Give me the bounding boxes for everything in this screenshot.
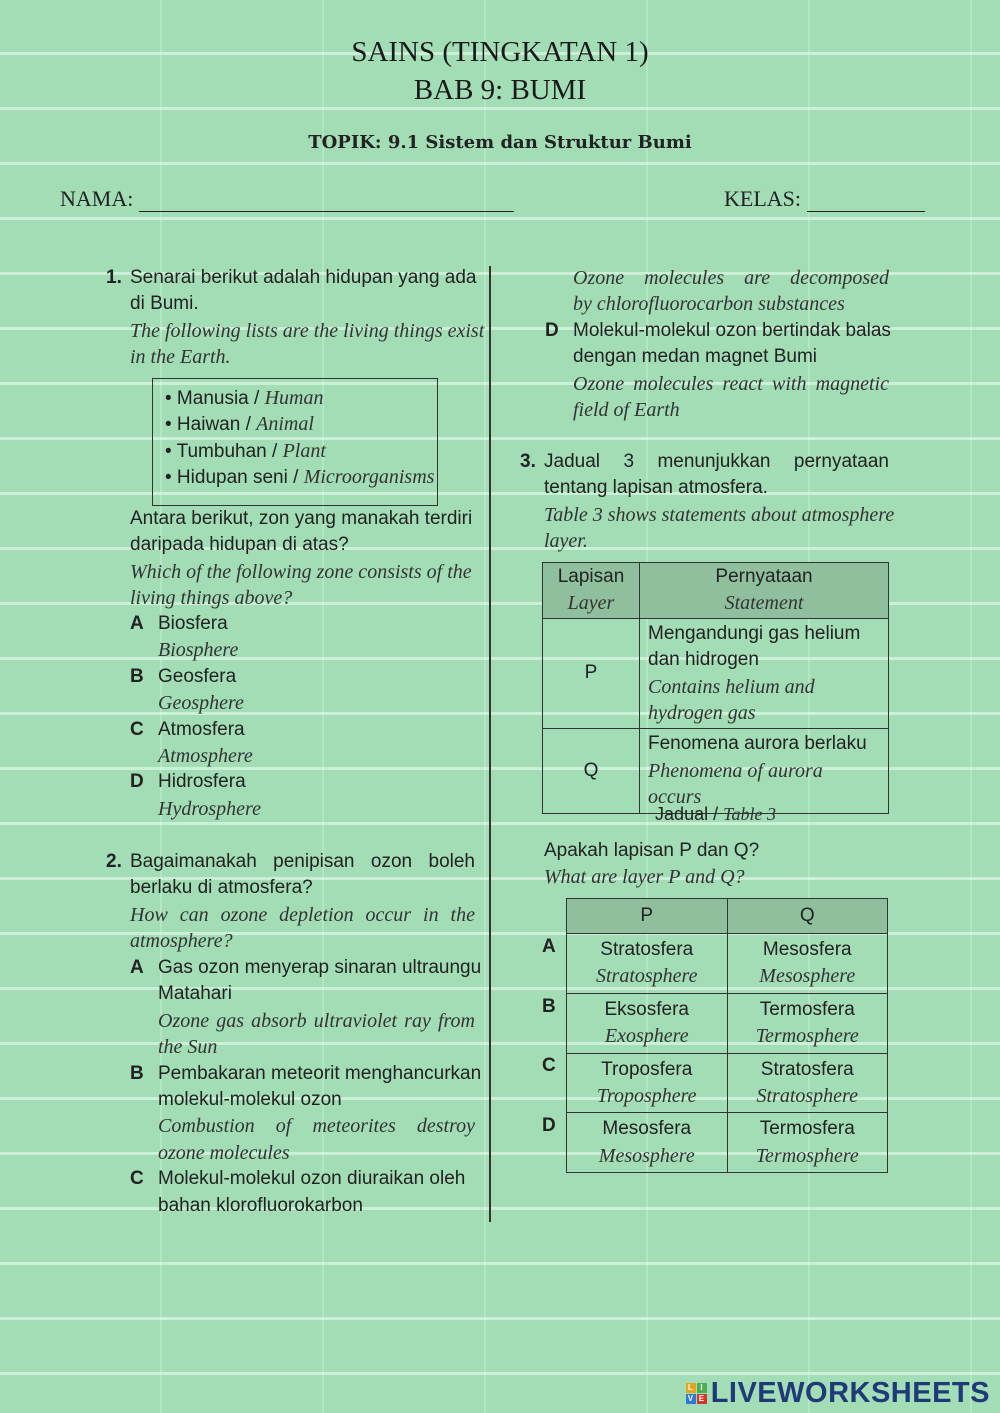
answer-en: Exosphere	[604, 1025, 689, 1048]
answer-cell-p	[567, 1053, 728, 1113]
answer-ms: Troposfera	[601, 1058, 693, 1080]
stem-ms: di Bumi.	[130, 293, 199, 315]
stem-ms: Jadual 3 menunjukkan pernyataan	[544, 451, 889, 472]
question-1-options	[130, 611, 478, 822]
list-item-en: Microorganisms	[303, 466, 435, 489]
option-ms: Molekul-molekul ozon diuraikan oleh	[158, 1168, 466, 1190]
question-1-prompt	[130, 506, 475, 612]
list-item-en: Human	[264, 387, 324, 409]
answer-table	[566, 898, 888, 1173]
name-input-line[interactable]	[139, 189, 514, 212]
option-letter: B	[130, 1062, 144, 1084]
option-letter: B	[130, 665, 144, 687]
answer-row-b[interactable]	[567, 993, 888, 1053]
answer-letter[interactable]: D	[542, 1114, 556, 1136]
option-en: field of Earth	[573, 398, 680, 421]
statement-ms: Mengandungi gas helium	[648, 622, 861, 644]
question-1	[106, 265, 485, 371]
option-en: the Sun	[158, 1036, 218, 1059]
prompt-ms: daripada hidupan di atas?	[130, 534, 349, 556]
answer-letter[interactable]: A	[542, 936, 556, 957]
option-letter: D	[545, 319, 559, 341]
stem-en: atmosphere?	[130, 930, 233, 953]
option-ms: Pembakaran meteorit menghancurkan	[158, 1062, 482, 1084]
option-ms: bahan klorofluorokarbon	[158, 1194, 363, 1216]
answer-cell-p	[567, 934, 728, 994]
option-b[interactable]	[130, 664, 478, 717]
table-row	[543, 729, 889, 813]
question-number: 1.	[106, 267, 122, 288]
stem-en: How can ozone depletion occur in the	[130, 903, 475, 926]
option-en: Ozone gas absorb ultraviolet ray from	[158, 1009, 475, 1032]
question-2	[106, 849, 475, 955]
answer-ms: Mesosfera	[602, 1118, 692, 1140]
stem-en: layer.	[544, 530, 588, 553]
answer-cell-q	[727, 1113, 888, 1173]
question-3-prompt	[544, 838, 759, 891]
option-letter: C	[130, 1168, 144, 1190]
layer-cell: Q	[543, 729, 640, 813]
option-d[interactable]	[545, 318, 891, 424]
answer-ms: Stratosfera	[600, 939, 694, 960]
header-q: Q	[727, 899, 888, 934]
option-ms: dengan medan magnet Bumi	[573, 346, 817, 368]
answer-row-a[interactable]	[567, 934, 888, 994]
column-divider	[489, 266, 491, 1222]
answer-row-d[interactable]	[567, 1113, 888, 1173]
question-number: 2.	[106, 851, 122, 872]
option-en: Atmosphere	[158, 744, 253, 767]
question-3	[520, 449, 895, 555]
stem-ms: tentang lapisan atmosfera.	[544, 477, 768, 499]
option-en: by chlorofluorocarbon substances	[573, 293, 845, 316]
logo-text: LIVEWORKSHEETS	[710, 1377, 990, 1409]
table-row	[543, 618, 889, 729]
option-c[interactable]	[130, 1166, 475, 1219]
option-b[interactable]	[130, 1061, 482, 1167]
option-en: Combustion of meteorites destroy	[158, 1115, 475, 1138]
header-statement-en: Statement	[724, 592, 804, 615]
option-letter: C	[130, 718, 144, 740]
chapter-title: BAB 9: BUMI	[413, 74, 587, 106]
stem-ms: berlaku di atmosfera?	[130, 877, 313, 899]
list-item: • Hidupan seni /	[165, 467, 304, 489]
header-statement: Pernyataan	[715, 566, 813, 587]
statement-en: Phenomena of aurora occurs	[648, 759, 823, 809]
option-en: Hydrosphere	[158, 797, 261, 820]
option-en: Biosphere	[158, 639, 239, 662]
option-ms: Molekul-molekul ozon bertindak balas	[573, 319, 891, 341]
option-ms: Gas ozon menyerap sinaran ultraungu	[158, 957, 482, 978]
stem-ms: Bagaimanakah penipisan ozon boleh	[130, 851, 475, 872]
prompt-ms: Apakah lapisan P dan Q?	[544, 840, 760, 861]
question-2-options-cont	[545, 265, 891, 423]
answer-ms: Eksosfera	[604, 998, 689, 1020]
stem-en: The following lists are the living things exist	[130, 319, 485, 342]
answer-en: Stratosphere	[596, 965, 698, 988]
answer-ms: Termosfera	[759, 998, 855, 1020]
question-2-options	[130, 955, 482, 1219]
option-en: Ozone molecules are decomposed	[573, 267, 889, 289]
header-layer-en: Layer	[567, 592, 615, 615]
option-en: ozone molecules	[158, 1141, 290, 1164]
stem-en: in the Earth.	[130, 346, 231, 369]
answer-letter[interactable]: C	[542, 1055, 556, 1076]
option-a[interactable]	[130, 955, 482, 1061]
option-letter: D	[130, 771, 144, 793]
option-ms: Atmosfera	[158, 718, 245, 740]
name-field	[60, 186, 514, 212]
class-field	[724, 186, 925, 212]
answer-cell-p	[567, 993, 728, 1053]
option-c[interactable]	[130, 717, 478, 770]
answer-ms: Mesosfera	[762, 939, 852, 960]
list-item: • Tumbuhan /	[165, 440, 283, 462]
option-a[interactable]	[130, 611, 478, 664]
statement-ms: dan hidrogen	[648, 649, 759, 671]
list-item: • Haiwan /	[165, 414, 257, 436]
option-d[interactable]	[130, 769, 478, 822]
logo-icon: L I V E	[686, 1383, 707, 1404]
answer-en: Mesosphere	[598, 1144, 695, 1167]
list-item-en: Animal	[256, 413, 314, 436]
caption-ms: Jadual /	[655, 804, 724, 824]
option-en: Ozone molecules react with magnetic	[573, 372, 889, 395]
option-ms: Geosfera	[158, 665, 237, 687]
list-item: • Manusia /	[165, 388, 265, 409]
answer-row-c[interactable]	[567, 1053, 888, 1113]
name-label: NAMA:	[60, 186, 134, 211]
question-number: 3.	[520, 451, 536, 472]
stem-en: Table 3 shows statements about atmosphere	[544, 503, 895, 526]
header-p: P	[567, 899, 728, 934]
living-things-list	[152, 378, 438, 506]
statement-en: hydrogen gas	[648, 702, 756, 725]
layer-cell: P	[543, 618, 640, 729]
answer-en: Termosphere	[755, 1144, 859, 1167]
answer-letter[interactable]: B	[542, 995, 556, 1017]
answer-cell-q	[727, 993, 888, 1053]
prompt-en: Which of the following zone consists of the	[130, 560, 472, 583]
prompt-ms: Antara berikut, zon yang manakah terdiri	[130, 508, 473, 529]
answer-ms: Termosfera	[759, 1118, 855, 1140]
topic-heading: TOPIK: 9.1 Sistem dan Struktur Bumi	[308, 132, 692, 153]
answer-cell-q	[727, 934, 888, 994]
option-letter: A	[130, 613, 144, 634]
option-ms: Matahari	[158, 983, 232, 1005]
table-caption	[542, 804, 889, 825]
answer-en: Mesosphere	[759, 965, 856, 988]
header-layer: Lapisan	[557, 566, 625, 587]
answer-en: Stratosphere	[756, 1085, 858, 1108]
option-en: Geosphere	[158, 692, 244, 715]
answer-ms: Stratosfera	[760, 1058, 854, 1080]
statement-en: Contains helium and	[648, 675, 815, 698]
class-input-line[interactable]	[807, 189, 925, 212]
prompt-en: What are layer P and Q?	[544, 866, 745, 889]
worksheet-title: SAINS (TINGKATAN 1)	[351, 36, 649, 68]
caption-en: Table 3	[723, 804, 776, 824]
prompt-en: living things above?	[130, 587, 293, 610]
option-letter: A	[130, 957, 144, 978]
option-ms: Hidrosfera	[158, 771, 246, 793]
list-item-en: Plant	[282, 439, 326, 462]
answer-cell-q	[727, 1053, 888, 1113]
liveworksheets-logo	[686, 1377, 990, 1410]
option-ms: Biosfera	[158, 613, 228, 634]
class-label: KELAS:	[724, 186, 801, 211]
stem-ms: Senarai berikut adalah hidupan yang ada	[130, 267, 477, 288]
answer-en: Termosphere	[755, 1025, 859, 1048]
answer-cell-p	[567, 1113, 728, 1173]
atmosphere-table	[542, 562, 889, 814]
answer-en: Troposphere	[596, 1085, 697, 1108]
option-ms: molekul-molekul ozon	[158, 1088, 342, 1110]
statement-ms: Fenomena aurora berlaku	[648, 733, 867, 755]
